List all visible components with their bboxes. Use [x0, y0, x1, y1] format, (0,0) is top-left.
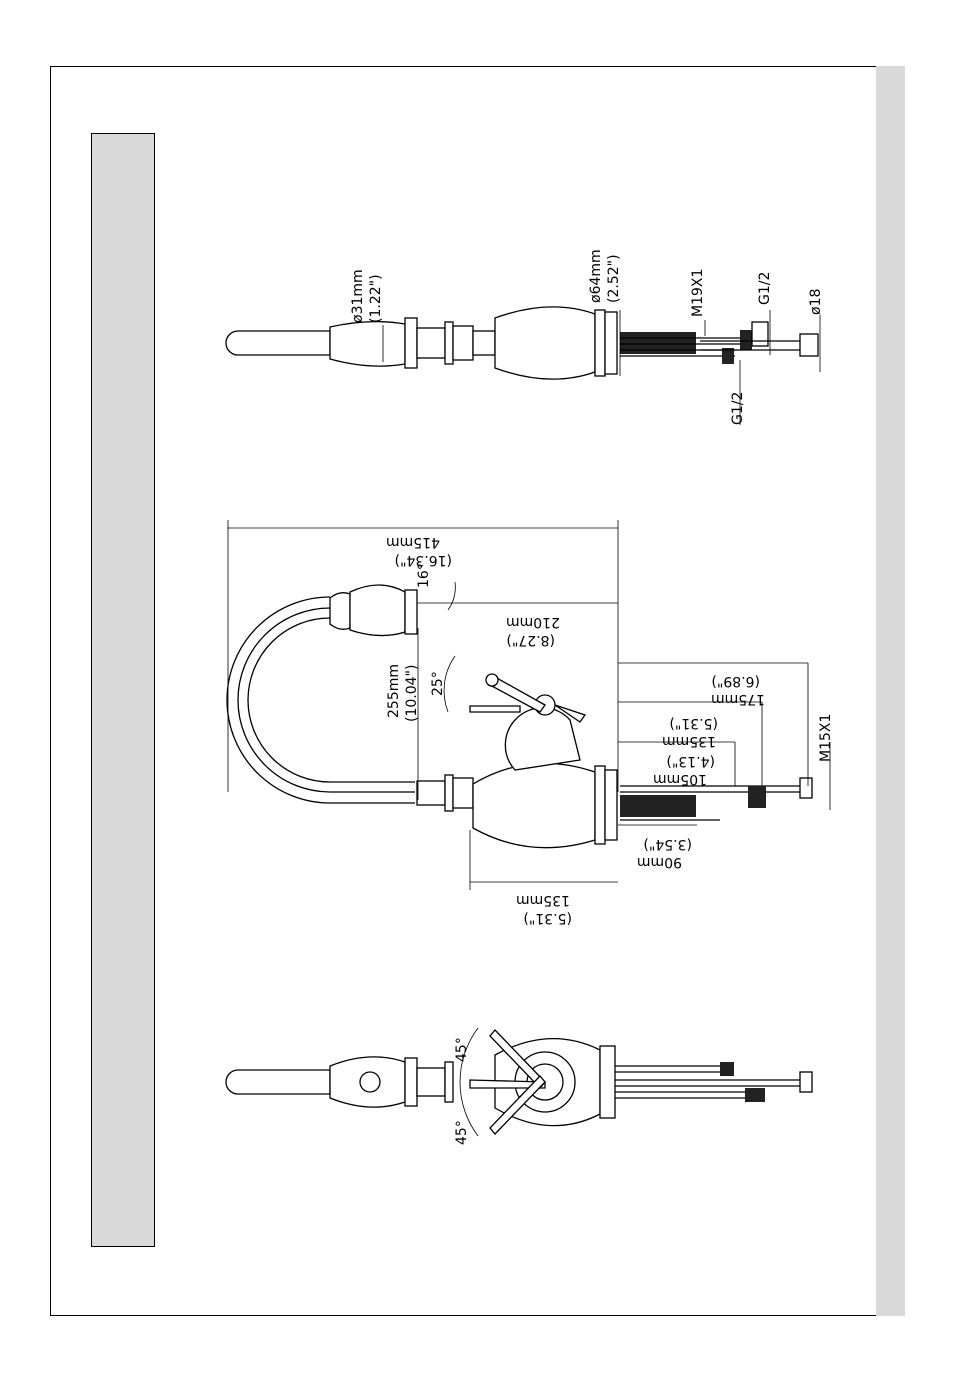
total-length-label: 415mm — [386, 534, 440, 550]
head-body — [350, 585, 405, 636]
side-spout — [226, 331, 330, 355]
spout-height-label: 255mm — [386, 664, 402, 718]
side-shank — [620, 332, 696, 354]
top-inlet-lower — [745, 1088, 765, 1102]
front-inlet — [748, 786, 766, 808]
top-head-button — [360, 1072, 380, 1092]
top-view — [226, 1028, 812, 1145]
inlet-upper-label: G1/2 — [757, 271, 773, 305]
front-view — [227, 520, 834, 926]
side-collar-b — [453, 326, 473, 360]
body-width-label: 135mm — [516, 892, 570, 908]
spout-height-in-label: (10.04") — [404, 664, 420, 722]
top-hose-nut — [800, 1072, 812, 1092]
top-neck — [417, 1068, 445, 1096]
side-head — [330, 322, 405, 367]
base-diameter-in-label: (2.52") — [606, 254, 622, 303]
head-angle-label: 16° — [416, 563, 432, 588]
top-base — [600, 1046, 615, 1118]
side-inlet-upper-nut — [752, 322, 768, 346]
side-collar-a — [445, 322, 453, 364]
head-ring — [405, 590, 417, 634]
front-hose-nut — [800, 778, 812, 798]
front-base — [605, 770, 617, 840]
swing-left-label: 45° — [454, 1037, 470, 1062]
swing-right-label: 45° — [454, 1120, 470, 1145]
shank-length-label: 90mm — [636, 854, 682, 870]
hose-diameter-label: ø18 — [808, 288, 824, 315]
depth-3-in-label: (6.89") — [711, 673, 760, 689]
side-inlet-upper — [740, 330, 752, 350]
front-collar-a — [445, 775, 453, 811]
body-width-in-label: (5.31") — [523, 910, 572, 926]
top-collar-a — [445, 1062, 453, 1102]
front-neck — [417, 781, 445, 805]
depth-1-in-label: (4.13") — [666, 753, 715, 769]
total-length-in-label: (16.34") — [394, 552, 452, 568]
top-inlet-upper — [720, 1062, 734, 1076]
top-head-ring — [405, 1058, 417, 1106]
front-collar-b — [453, 778, 473, 808]
top-spout — [226, 1070, 330, 1094]
side-base-ring — [595, 310, 605, 376]
valve-dome — [505, 708, 580, 770]
front-shank — [620, 795, 696, 817]
lever-angle-label: 25° — [430, 671, 446, 696]
side-base — [605, 312, 617, 374]
front-body — [473, 763, 595, 847]
side-collar-c — [473, 331, 495, 355]
front-base-ring — [595, 766, 605, 844]
base-diameter-label: ø64mm — [588, 249, 604, 303]
depth-2-in-label: (5.31") — [669, 715, 718, 731]
depth-1-label: 105mm — [653, 771, 707, 787]
side-body — [495, 307, 595, 379]
head-length-label: 210mm — [506, 614, 560, 630]
hose-thread-label: M15X1 — [818, 713, 834, 762]
side-view — [226, 249, 824, 425]
side-hose-nut — [800, 334, 818, 356]
spout-diameter-label: ø31mm — [350, 269, 366, 323]
side-head-ring — [405, 318, 417, 368]
spout-diameter-in-label: (1.22") — [368, 274, 384, 323]
shank-length-in-label: (3.54") — [643, 836, 692, 852]
head-length-in-label: (8.27") — [506, 632, 555, 648]
side-neck — [417, 328, 445, 358]
head-collar — [330, 593, 350, 630]
depth-2-label: 135mm — [662, 733, 716, 749]
lever-ghost — [470, 706, 520, 712]
inlet-lower-label: G1/2 — [730, 391, 746, 425]
depth-3-label: 175mm — [711, 691, 765, 707]
shank-thread-label: M19X1 — [690, 268, 706, 317]
lever-knob — [486, 674, 498, 686]
